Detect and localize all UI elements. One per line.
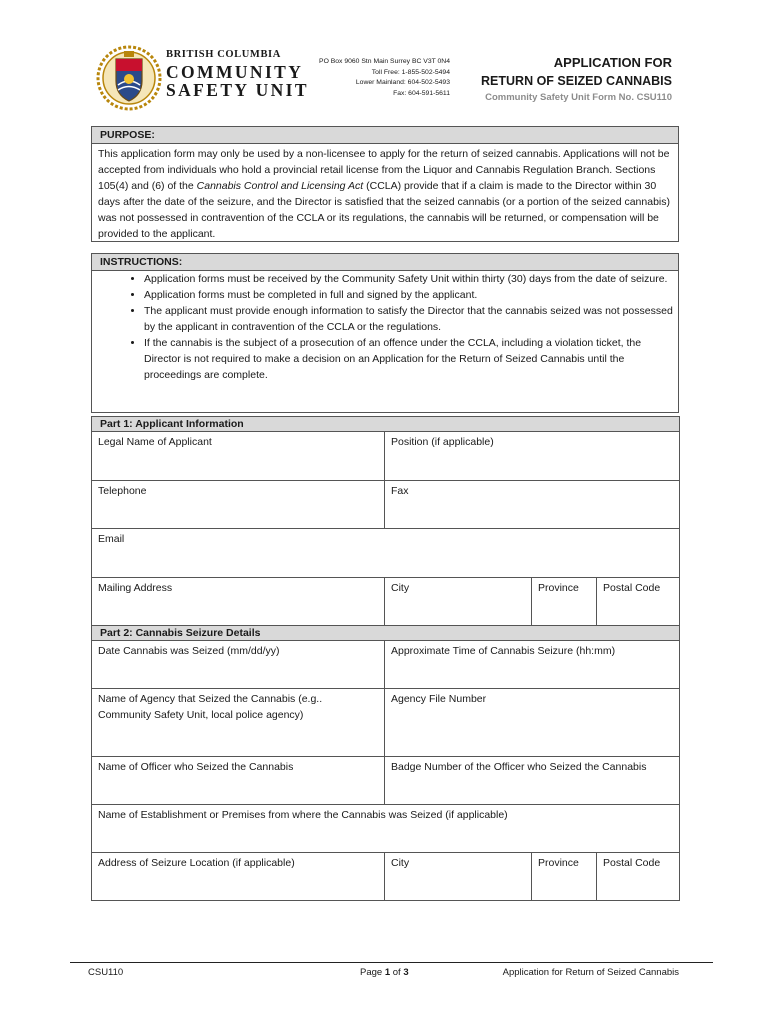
page-header [0,0,770,120]
page-total: 3 [403,967,409,978]
form-title-line-2: RETURN OF SEIZED CANNABIS [481,74,672,88]
contact-address: PO Box 9060 Stn Main Surrey BC V3T 0N4 [319,58,450,65]
instruction-item: • If the cannabis is the subject of a prosecution of an offence under the CCLA, including a violation ticket, the Director is not required to make a decision on an Application for the Return of Seized Cannabis until the proceedings are complete. [144,335,678,383]
agency-name-field[interactable]: Name of Agency that Seized the Cannabis (e.g.. Community Safety Unit, local police agency) [92,689,385,757]
officer-name-field[interactable]: Name of Officer who Seized the Cannabis [92,757,385,805]
part1-heading: Part 1: Applicant Information [92,417,680,432]
instruction-item: • Application forms must be received by the Community Safety Unit within thirty (30) days from the date of seizure. [144,271,678,287]
badge-number-field[interactable]: Badge Number of the Officer who Seized the Cannabis [385,757,680,805]
part2-table [91,625,680,901]
position-field[interactable]: Position (if applicable) [385,432,680,481]
seizure-postal-code-field[interactable]: Postal Code [597,853,680,901]
instructions-list [92,271,678,383]
contact-fax: Fax: 604-591-5611 [393,89,450,97]
time-seized-field[interactable]: Approximate Time of Cannabis Seizure (hh:mm) [385,641,680,689]
province-field[interactable]: Province [532,578,597,626]
act-name: Cannabis Control and Licensing Act [196,180,364,192]
form-title-line-1: APPLICATION FOR [553,55,672,70]
page-current: 1 [384,967,391,978]
seizure-city-field[interactable]: City [385,853,532,901]
form-title-block [481,54,672,103]
org-line-2: COMMUNITY [166,61,304,82]
date-seized-field[interactable]: Date Cannabis was Seized (mm/dd/yy) [92,641,385,689]
telephone-field[interactable]: Telephone [92,481,385,529]
of-word: of [392,967,401,978]
part1-table [91,416,680,626]
instructions-heading: INSTRUCTIONS: [92,254,678,271]
instructions-section [91,253,679,413]
form-number: Community Safety Unit Form No. CSU110 [485,92,672,103]
fax-field[interactable]: Fax [385,481,680,529]
purpose-text-start: This application form may only be used by a non-licensee to apply for the return of seized cannabis. Applications will not be accepted from individuals who hold a provincial retail license from the Liquor and Cannabis Regulation Branch. Sections 105(4) and (6) of the [98,148,670,192]
email-field[interactable]: Email [92,529,680,578]
agency-file-number-field[interactable]: Agency File Number [385,689,680,757]
contact-toll-free: Toll Free: 1-855-502-5494 [371,68,450,76]
footer-doc-title: Application for Return of Seized Cannabis [502,967,679,978]
contact-lower-mainland: Lower Mainland: 604-502-5493 [355,79,450,86]
organization-name [166,50,309,100]
bc-crest-logo [96,45,162,111]
legal-name-field[interactable]: Legal Name of Applicant [92,432,385,481]
purpose-text [92,144,678,246]
org-line-3: SAFETY UNIT [166,80,309,100]
mailing-address-field[interactable]: Mailing Address [92,578,385,626]
instruction-item: • The applicant must provide enough information to satisfy the Director that the cannabis seized was not possessed by the applicant in contravention of the CCLA or the regulations. [144,303,678,335]
establishment-name-field[interactable]: Name of Establishment or Premises from where the Cannabis was Seized (if applicable) [92,805,680,853]
page-footer [70,962,713,978]
seizure-province-field[interactable]: Province [532,853,597,901]
footer-form-code: CSU110 [88,967,124,978]
page-word: Page [360,967,383,978]
purpose-section [91,126,679,242]
purpose-heading: PURPOSE: [92,127,678,144]
org-line-1: BRITISH COLUMBIA [166,49,281,60]
page-number [360,967,409,978]
contact-info [319,57,450,99]
city-field[interactable]: City [385,578,532,626]
postal-code-field[interactable]: Postal Code [597,578,680,626]
seizure-address-field[interactable]: Address of Seizure Location (if applicable) [92,853,385,901]
part2-heading: Part 2: Cannabis Seizure Details [92,626,680,641]
instruction-item: • Application forms must be completed in full and signed by the applicant. [144,287,678,303]
purpose-text-end: (CCLA) provide that if a claim is made to the Director within 30 days after the date of the seizure, and the Director is satisfied that the seized cannabis (or a portion of the seized cannabis) was not possessed in contravention of the CCLA or its regulations, the cannabis will be returned, or compensation will be provided to the applicant. [98,180,670,240]
